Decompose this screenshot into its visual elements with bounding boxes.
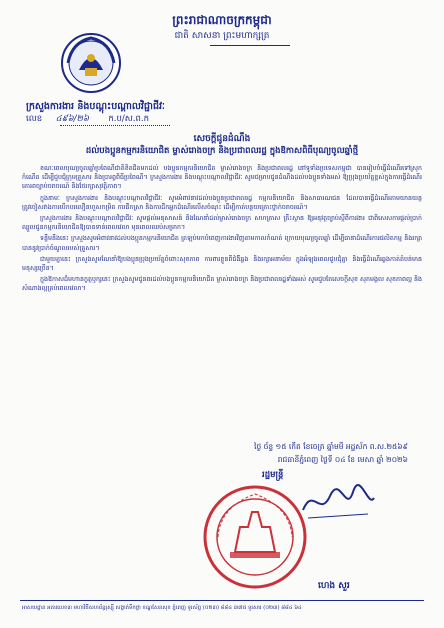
reference-label: លេខ bbox=[26, 114, 43, 124]
footer-address: អាសយដ្ឋាន អគារលេខ៣ មហាវិថីសហព័ន្ធរុស្ស៊ី សង្កាត់ទឹកថ្លា ខណ្ឌសែនសុខ ភ្នំពេញ ទូរស័ព្ទ (០២៣) ៨៨៤ ៣៧៥ ទូរសារ (០២៣) ៨៨៤ ៦៤ bbox=[22, 605, 302, 611]
body-paragraph: ខណៈពេលបុណ្យចូលឆ្នាំប្រពៃណីជាតិខិតជិតមកដល់ បងប្អូនកម្មករនិយោជិត ម្ចាស់រោងចក្រ និងប្រជាពលរដ្ឋ នៅទូទាំងប្រទេសកម្ពុជា បានរៀបចំធ្វើដំណើរទៅស្រុកកំណើត ដើម្បីជួបជុំក្រុមគ្រួសារ និងប្រារព្ធពិធីប្រពៃណី។ ក្រសួងការងារ និងបណ្តុះបណ្តាលវិជ្ជាជីវៈ សូមជម្រាបជូនដំណឹងដល់បងប្អូនទាំងអស់ ឱ្យប្រុងប្រយ័ត្នខ្ពស់ក្នុងការធ្វើដំណើរ គោរពច្បាប់ចរាចរណ៍ និងថែរក្សាសុវត្ថិភាព។ bbox=[22, 165, 422, 191]
body-paragraph: ទន្ទឹមនឹងនេះ ក្រសួងសូមអំពាវនាវដល់បងប្អូនកម្មករនិយោជិត ត្រឡប់មកបំពេញការងារវិញតាមកាលកំណត់ ក្រោយបុណ្យចូលឆ្នាំ ដើម្បីធានាដំណើរការផលិតកម្ម និងរក្សាបាននូវប្រាក់ចំណូលរបស់គ្រួសារ។ bbox=[22, 235, 422, 252]
lunar-date: ថ្ងៃ ច័ន្ទ ១៥ កើត ខែចេត្រ ឆ្នាំមមី អដ្ឋស័ក ព.ស.២៥៦៩ bbox=[254, 442, 408, 451]
official-seal-icon bbox=[200, 482, 310, 592]
ministry-name: ក្រសួងការងារ និងបណ្តុះបណ្តាលវិជ្ជាជីវៈ bbox=[26, 101, 165, 112]
document-title: សេចក្តីជូនដំណឹង bbox=[193, 134, 251, 144]
signatory-title: រដ្ឋមន្ត្រី bbox=[262, 470, 284, 480]
solar-date: រាជធានីភ្នំពេញ ថ្ងៃទី ០៤ ខែ មេសា ឆ្នាំ ២០២៦ bbox=[277, 455, 408, 464]
motto-divider bbox=[210, 45, 290, 46]
reference-suffix: ក.ប/ស.ព.ក bbox=[108, 114, 150, 124]
reference-underline bbox=[60, 125, 170, 126]
footer-divider bbox=[20, 600, 424, 601]
body-paragraph: ក្នុងឱកាសដ៏មហានក្ខត្តឫក្សនេះ ក្រសួងសូមជូនពរដល់បងប្អូនកម្មករនិយោជិត ម្ចាស់រោងចក្រ និងប្រជាពលរដ្ឋទាំងអស់ សូមជួបតែសេចក្តីសុខ សុភមង្គល សុខភាពល្អ និងសំណាងល្អគ្រប់ពេលវេលា។ bbox=[22, 276, 423, 293]
national-motto: ជាតិ សាសនា ព្រះមហាក្សត្រ bbox=[174, 31, 270, 41]
document-subtitle: ដល់បងប្អូនកម្មករនិយោជិត ម្ចាស់រោងចក្រ និងប្រជាពលរដ្ឋ ក្នុងឱកាសពិធីបុណ្យចូលឆ្នាំថ្មី bbox=[85, 146, 359, 156]
reference-value: ៤៩៦/២៦ bbox=[55, 114, 89, 124]
body-paragraph: ជាមួយគ្នានេះ ក្រសួងសូមណែនាំឱ្យបងប្អូនប្រុងប្រយ័ត្នចំពោះសុខភាព ការពារខ្លួនពីជំងឺឆ្លង និងរក្សាអនាម័យ ក្នុងអំឡុងពេលជួបជុំគ្នា និងធ្វើដំណើរឆ្លងកាត់តំបន់មានមនុស្សច្រើន។ bbox=[22, 255, 422, 273]
body-paragraph: ក្រសួងការងារ និងបណ្តុះបណ្តាលវិជ្ជាជីវៈ សូមផ្តល់អនុសាសន៍ និងណែនាំដល់ម្ចាស់រោងចក្រ សហគ្រាស គ្រឹះស្ថាន ឱ្យអនុវត្តច្បាប់ស្តីពីការងារ ជាពិសេសការផ្តល់ប្រាក់ឈ្នួលជូនកម្មករនិយោជិតឱ្យបានទាន់ពេលវេលា មុនពេលឈប់សម្រាក។ bbox=[22, 215, 422, 232]
kingdom-heading: ព្រះរាជាណាចក្រកម្ពុជា bbox=[172, 13, 272, 27]
document-body bbox=[22, 164, 422, 296]
signatory-name: ហេង សួរ bbox=[318, 581, 350, 591]
ministry-emblem-icon bbox=[60, 32, 122, 94]
body-paragraph: ក្នុងនាមៈ ក្រសួងការងារ និងបណ្តុះបណ្តាលវិជ្ជាជីវៈ សូមអំពាវនាវដល់បងប្អូនប្រជាពលរដ្ឋ កម្មករនិយោជិត និងសាធារណជន ដែលបានធ្វើដំណើរតាមយានយន្ត ត្រូវចៀសវាងការបើកបរលឿនហួសកម្រិត ការផឹកស្រា និងការដឹកអ្នកដំណើរលើសចំណុះ ដើម្បីកាត់បន្ថយគ្រោះថ្នាក់ចរាចរណ៍។ bbox=[22, 194, 422, 211]
handwritten-signature-icon bbox=[298, 478, 378, 526]
